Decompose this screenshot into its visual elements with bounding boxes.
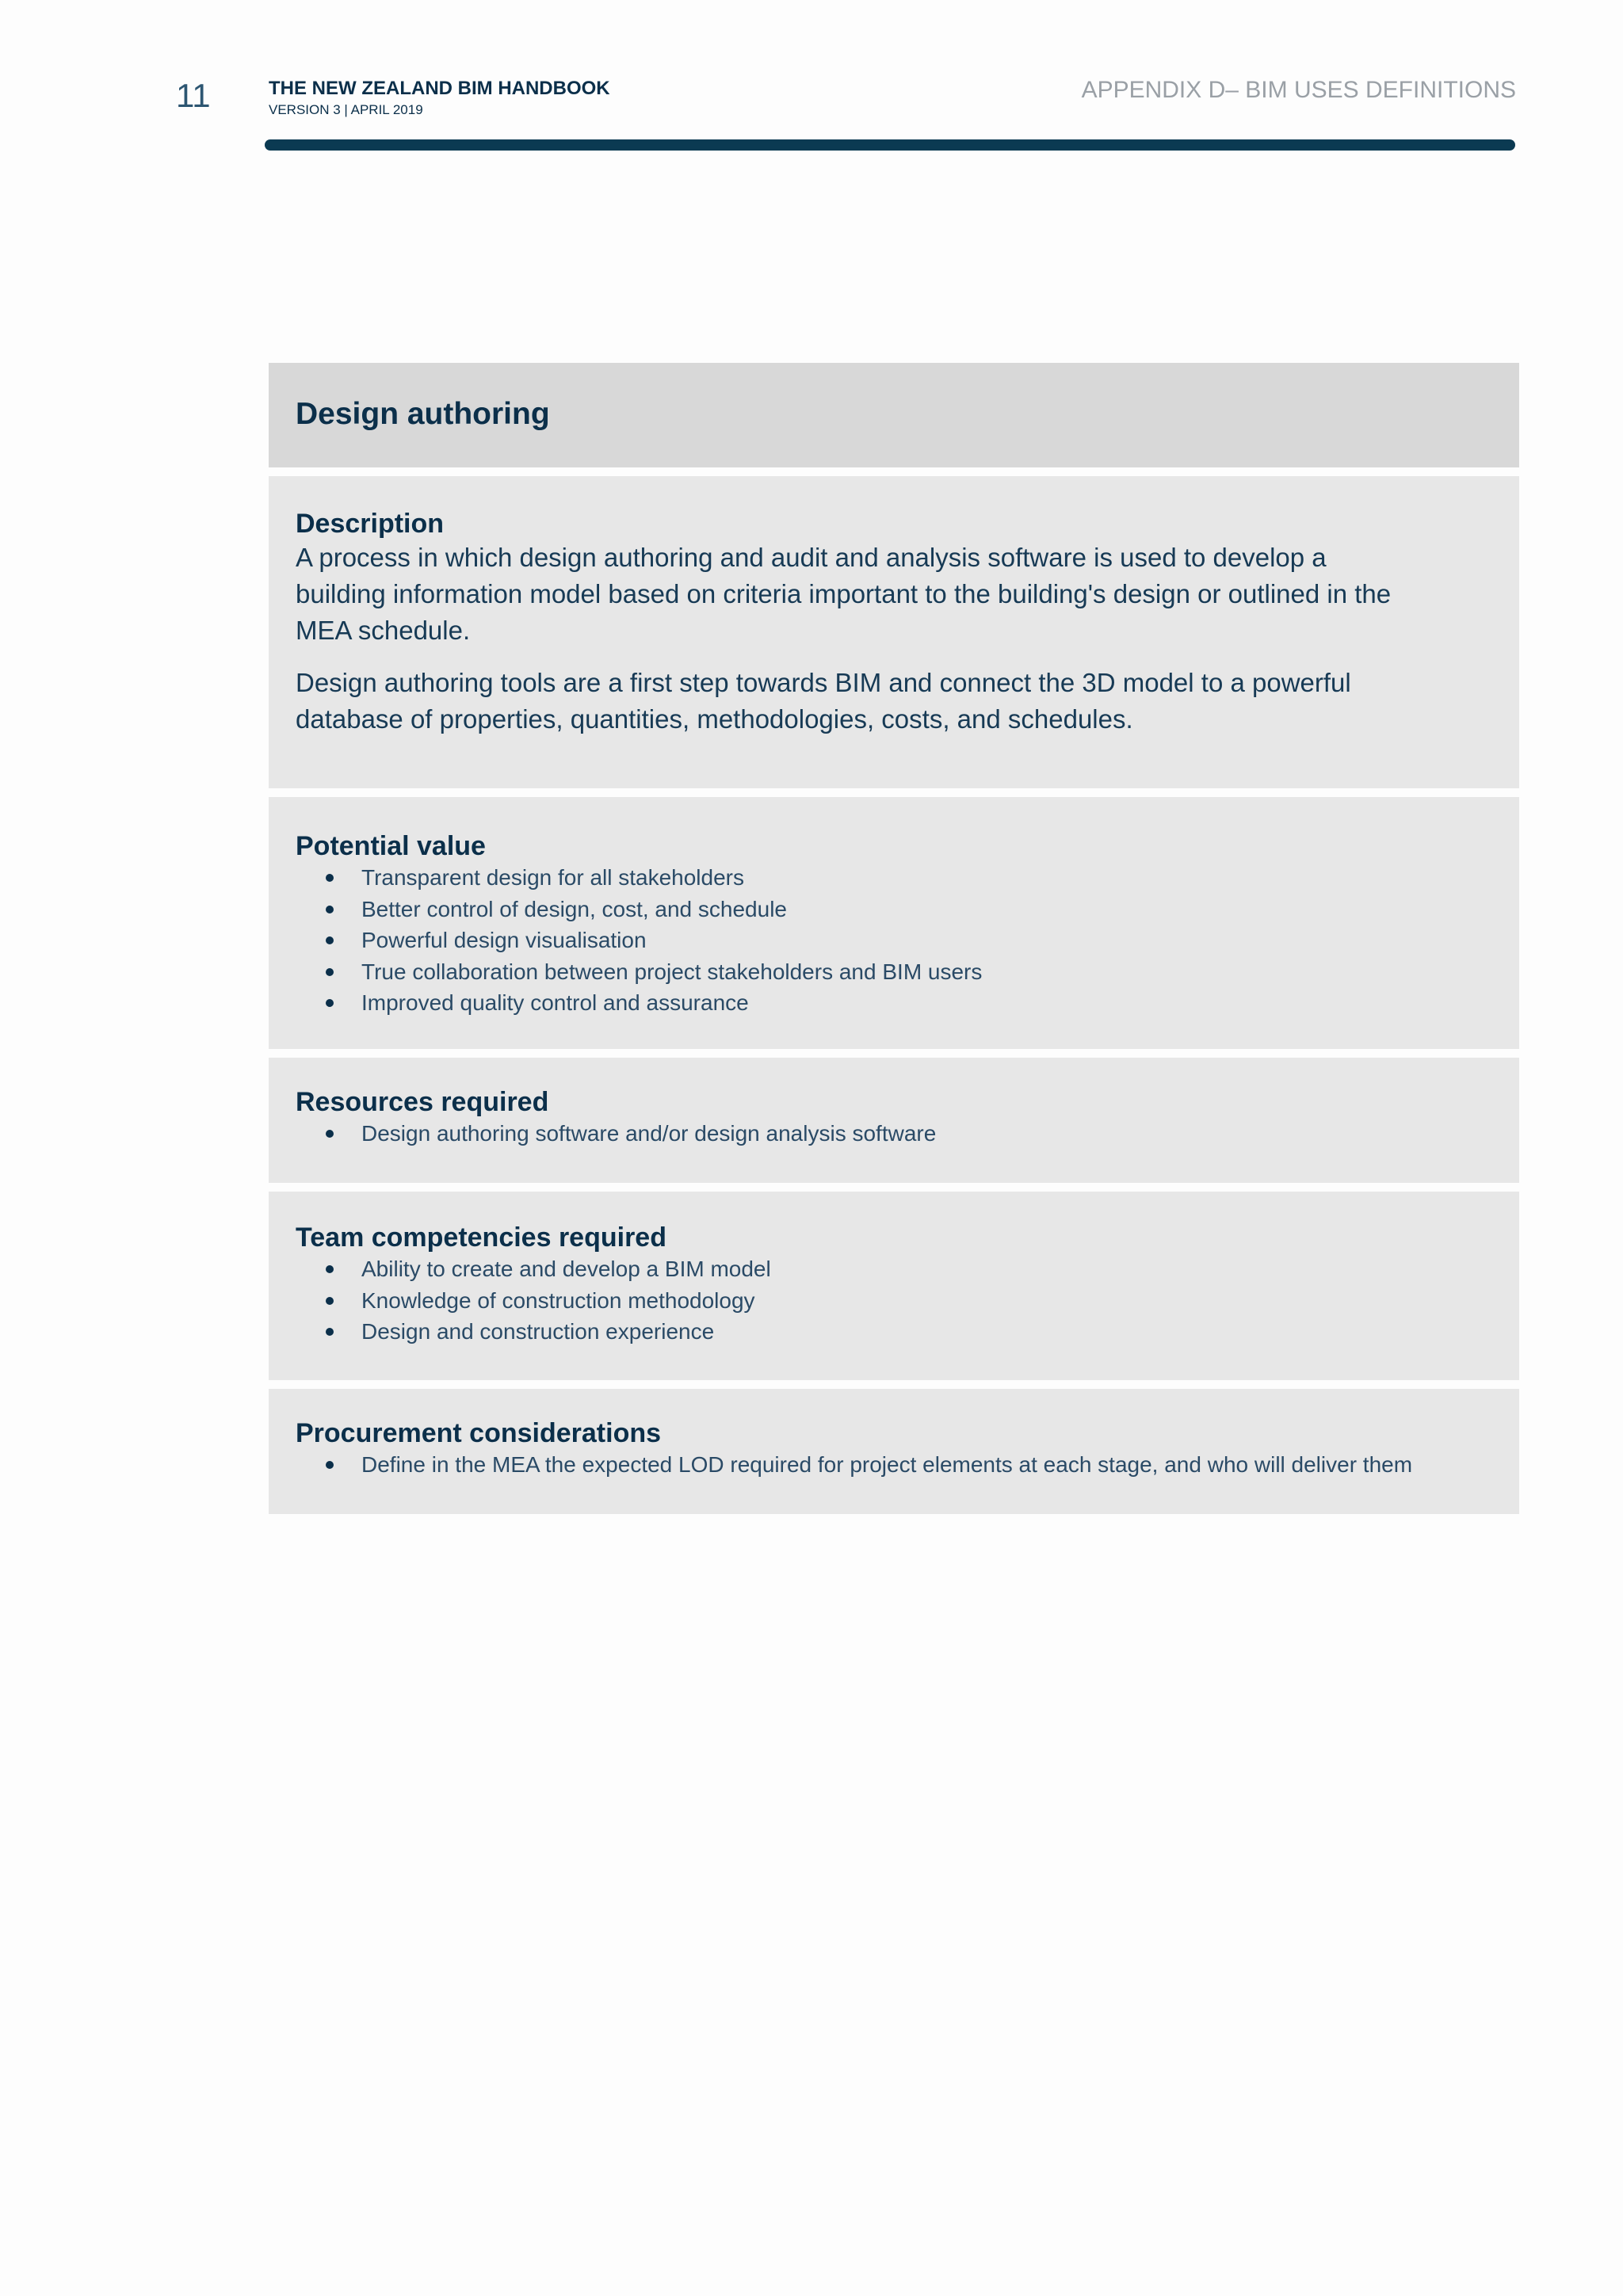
list-item: Define in the MEA the expected LOD required for project elements at each stage, and who will deliver them bbox=[296, 1449, 1492, 1481]
procurement-card bbox=[269, 1389, 1519, 1514]
list-item: Powerful design visualisation bbox=[296, 925, 1492, 956]
document-title: THE NEW ZEALAND BIM HANDBOOK bbox=[269, 78, 610, 99]
document-version: VERSION 3 | APRIL 2019 bbox=[269, 102, 423, 117]
section-title-box bbox=[269, 363, 1519, 467]
potential-value-card bbox=[269, 797, 1519, 1049]
appendix-title: APPENDIX D– BIM USES DEFINITIONS bbox=[1081, 77, 1516, 103]
list-item: Better control of design, cost, and schedule bbox=[296, 894, 1492, 925]
header-rule bbox=[265, 139, 1515, 151]
description-card bbox=[269, 476, 1519, 788]
description-heading: Description bbox=[296, 509, 445, 539]
procurement-list bbox=[296, 1449, 1492, 1481]
description-paragraph: Design authoring tools are a first step towards BIM and connect the 3D model to a powerful database of properties, quantities, methodologies, costs, and schedules. bbox=[296, 668, 1351, 734]
resources-required-heading: Resources required bbox=[296, 1087, 549, 1117]
potential-value-list bbox=[296, 862, 1492, 1019]
team-competencies-list bbox=[296, 1253, 1492, 1348]
team-competencies-card bbox=[269, 1192, 1519, 1380]
list-item: True collaboration between project stakeholders and BIM users bbox=[296, 956, 1492, 988]
list-item: Transparent design for all stakeholders bbox=[296, 862, 1492, 894]
potential-value-heading: Potential value bbox=[296, 831, 486, 861]
bim-use-table bbox=[269, 363, 1519, 1523]
list-item: Design and construction experience bbox=[296, 1316, 1492, 1348]
list-item: Knowledge of construction methodology bbox=[296, 1285, 1492, 1317]
list-item: Improved quality control and assurance bbox=[296, 987, 1492, 1019]
description-paragraph: A process in which design authoring and audit and analysis software is used to develop a building information model based on criteria important to the building's design or outlined in the MEA schedule. bbox=[296, 543, 1392, 645]
section-title: Design authoring bbox=[296, 397, 550, 431]
resources-required-card bbox=[269, 1058, 1519, 1183]
list-item: Design authoring software and/or design analysis software bbox=[296, 1118, 1492, 1150]
procurement-heading: Procurement considerations bbox=[296, 1418, 662, 1448]
resources-required-list bbox=[296, 1118, 1492, 1150]
page-number: 11 bbox=[176, 77, 211, 114]
team-competencies-heading: Team competencies required bbox=[296, 1222, 666, 1253]
list-item: Ability to create and develop a BIM model bbox=[296, 1253, 1492, 1285]
